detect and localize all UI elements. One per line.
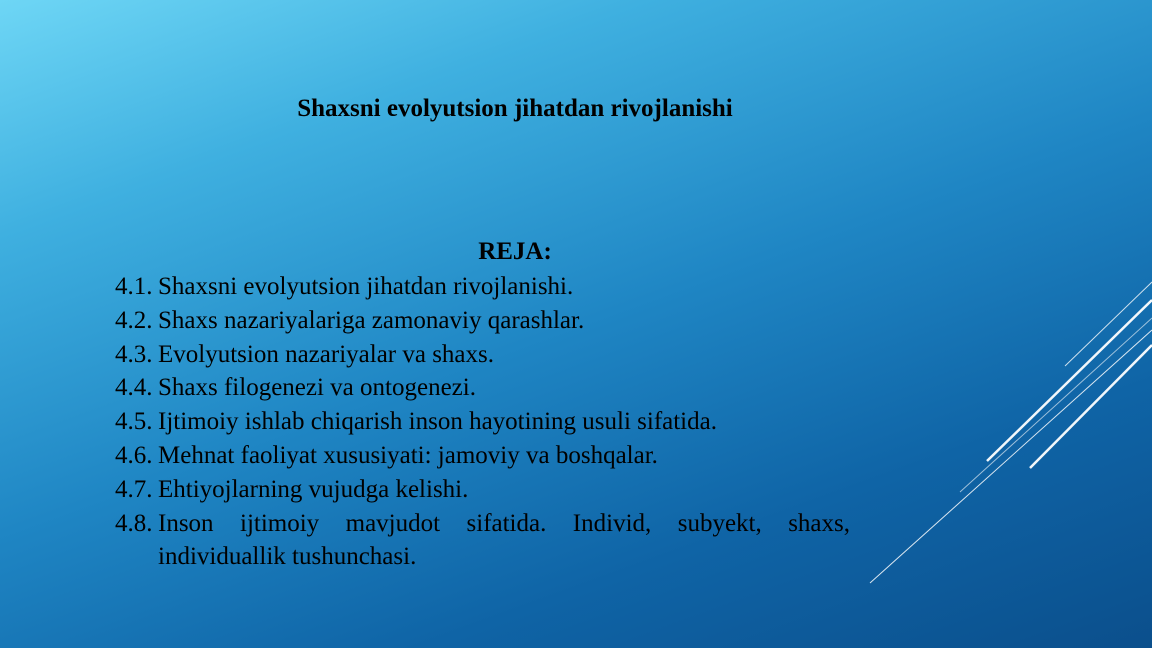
- plan-item-text: Shaxs filogenezi va ontogenezi.: [158, 374, 476, 402]
- plan-heading: REJA:: [478, 238, 552, 265]
- plan-item: [115, 338, 850, 372]
- plan-item: [115, 304, 850, 338]
- plan-item-number: 4.2.: [115, 306, 153, 334]
- decorative-line: [1065, 282, 1152, 366]
- plan-item-text: Ijtimoiy ishlab chiqarish inson hayotining usuli sifatida.: [158, 408, 717, 436]
- plan-item-number: 4.6.: [115, 441, 153, 469]
- plan-item-text: Shaxs nazariyalariga zamonaviy qarashlar.: [158, 306, 585, 334]
- plan-item-number: 4.3.: [115, 340, 153, 368]
- plan-item-number: 4.7.: [115, 475, 153, 503]
- decorative-line: [1030, 345, 1152, 468]
- plan-item-number: 4.8.: [115, 509, 153, 537]
- plan-item: [115, 507, 850, 575]
- plan-item-text: Evolyutsion nazariyalar va shaxs.: [158, 340, 495, 368]
- decorative-line: [987, 300, 1152, 461]
- plan-item-text: Shaxsni evolyutsion jihatdan rivojlanishi.: [158, 273, 574, 300]
- plan-item: [115, 405, 850, 439]
- decorative-line: [960, 318, 1152, 492]
- plan-item-number: 4.5.: [115, 408, 153, 436]
- plan-item-text: Ehtiyojlarning vujudga kelishi.: [158, 475, 469, 503]
- plan-item: [115, 473, 850, 507]
- plan-item-number: 4.4.: [115, 374, 153, 402]
- plan-item-text: Mehnat faoliyat xususiyati: jamoviy va boshqalar.: [158, 441, 658, 469]
- plan-item-number: 4.1.: [115, 273, 153, 300]
- plan-list: [115, 270, 850, 574]
- plan-item: [115, 270, 850, 304]
- decorative-line: [870, 330, 1152, 583]
- slide-title: Shaxsni evolyutsion jihatdan rivojlanishi: [297, 95, 733, 122]
- plan-item: [115, 371, 850, 405]
- plan-item-text: Inson ijtimoiy mavjudot sifatida. Individ, subyekt, shaxs, individuallik tushunchasi.: [158, 509, 850, 571]
- plan-item: [115, 439, 850, 473]
